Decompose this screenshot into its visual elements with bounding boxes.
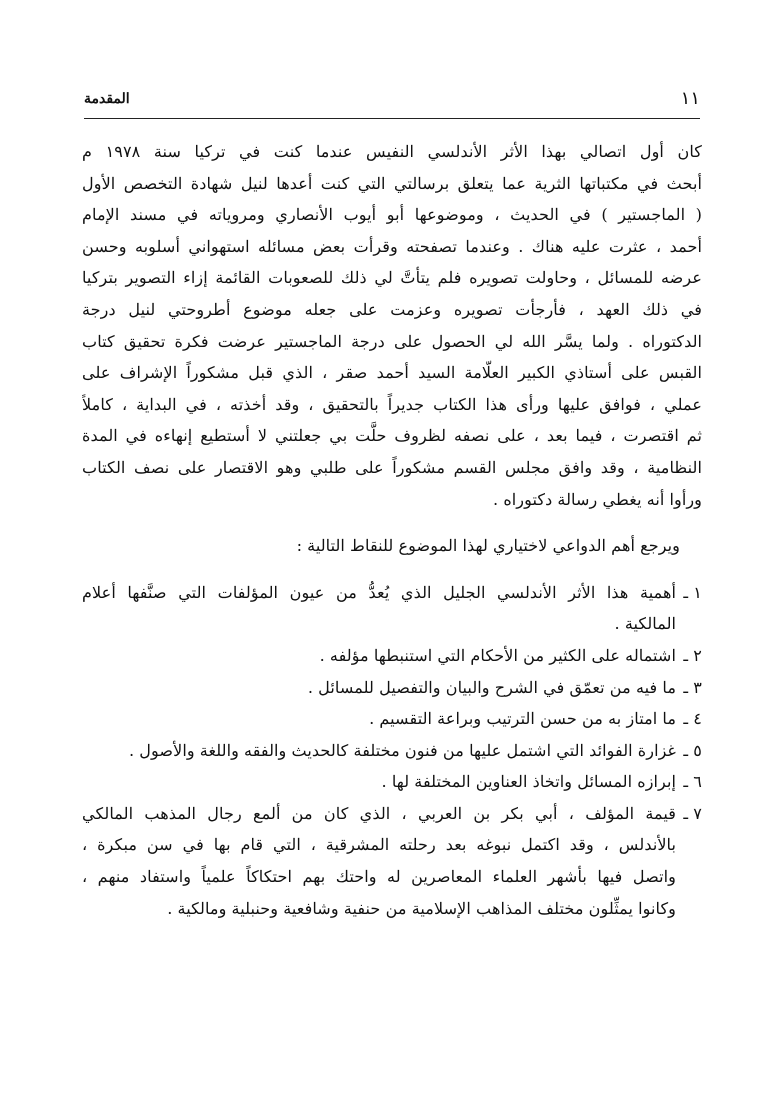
- list-item-line: أهمية هذا الأثر الأندلسي الجليل الذي يُعدُّ من عيون المؤلفات التي صنَّفها أعلام: [82, 582, 676, 602]
- list-item: [82, 766, 702, 798]
- list-item-number: ٣ ـ: [683, 677, 702, 697]
- list-item-text: [82, 640, 676, 672]
- reasons-list: [82, 577, 702, 925]
- paragraph-spacing: [82, 562, 702, 577]
- list-item-text: [82, 766, 676, 798]
- list-item-line: ما امتاز به من حسن الترتيب وبراعة التقسيم .: [369, 709, 676, 729]
- list-item: [82, 798, 702, 924]
- list-item-line: ما فيه من تعمّق في الشرح والبيان والتفصيل للمسائل .: [307, 677, 676, 697]
- list-item-text: [82, 735, 676, 767]
- reasons-intro: ويرجع أهم الدواعي لاختياري لهذا الموضوع للنقاط التالية :: [296, 536, 680, 556]
- list-item-number: ١ ـ: [683, 582, 702, 602]
- list-item-line: قيمة المؤلف ، أبي بكر بن العربي ، الذي كان من ألمع رجال المذهب المالكي: [82, 803, 676, 823]
- list-item: [82, 640, 702, 672]
- list-item-text: [82, 577, 676, 640]
- paragraph-line: ورأوا أنه يغطي رسالة دكتوراه .: [493, 489, 702, 509]
- list-item-line: واتصل فيها بأشهر العلماء المعاصرين له واحتك بهم احتكاكاً علمياً واستفاد منهم ،: [82, 867, 676, 887]
- list-item-text: [82, 672, 676, 704]
- list-item-line: غزارة الفوائد التي اشتمل عليها من فنون مختلفة كالحديث والفقه واللغة والأصول .: [128, 740, 676, 760]
- paragraph-line: النظامية ، وقد وافق مجلس القسم مشكوراً على طلبي وهو الاقتصار على نصف الكتاب: [82, 457, 702, 477]
- list-item-number: ٥ ـ: [683, 740, 702, 760]
- paragraph-line: أحمد ، عثرت عليه هناك . وعندما تصفحته وقرأت بعض مسائله استهواني أسلوبه وحسن: [82, 236, 702, 256]
- intro-paragraph: [82, 136, 702, 515]
- list-item-line: اشتماله على الكثير من الأحكام التي استنبطها مؤلفه .: [319, 645, 676, 665]
- page-number: ١١: [680, 88, 700, 109]
- paragraph-line: عملي ، فوافق عليها ورأى هذا الكتاب جديراً بالتحقيق ، وقد أخذته ، في البداية ، كاملاً: [82, 394, 702, 414]
- list-item: [82, 735, 702, 767]
- list-item-number: ٤ ـ: [683, 709, 702, 729]
- page-header: [84, 88, 700, 114]
- list-item: [82, 703, 702, 735]
- list-item-text: [82, 703, 676, 735]
- list-item-text: [82, 798, 676, 924]
- list-item-number: ٢ ـ: [683, 645, 702, 665]
- paragraph-line: الدكتوراه . ولما يسَّر الله لي الحصول على درجة الماجستير عرضت فكرة تحقيق كتاب: [82, 331, 702, 351]
- list-item-number: ٧ ـ: [683, 803, 702, 823]
- list-item-line: المالكية .: [614, 614, 676, 634]
- list-item-line: إبرازه المسائل واتخاذ العناوين المختلفة لها .: [381, 772, 676, 792]
- list-item: [82, 672, 702, 704]
- list-item-line: وكانوا يمثِّلون مختلف المذاهب الإسلامية من حنفية وشافعية وحنبلية ومالكية .: [167, 898, 676, 918]
- list-item: [82, 577, 702, 640]
- paragraph-line: ( الماجستير ) في الحديث ، وموضوعها أبو أيوب الأنصاري ومروياته في مسند الإمام: [82, 205, 702, 225]
- paragraph-line: عرضه للمسائل ، وحاولت تصويره فلم يتأتَّ لي ذلك للصعوبات القائمة إزاء التصوير بتركيا: [82, 268, 702, 288]
- paragraph-line: ثم اقتصرت ، فيما بعد ، على نصفه لظروف حلَّت بي جعلتني لا أستطيع إنهاءه في المدة: [82, 426, 702, 446]
- paragraph-line: أبحث في مكتباتها الثرية عما يتعلق برسالتي التي كنت أعدها لنيل شهادة التخصص الأول: [82, 173, 702, 193]
- paragraph-line: كان أول اتصالي بهذا الأثر الأندلسي النفيس عندما كنت في تركيا سنة ١٩٧٨ م: [82, 142, 702, 161]
- paragraph-line: القبس على أستاذي الكبير العلّامة السيد أحمد صقر ، الذي قبل مشكوراً الإشراف على: [82, 363, 702, 383]
- body-text: [82, 136, 702, 924]
- paragraph-line: في ذلك العهد ، فأرجأت تصويره وعزمت على جعله موضوع أطروحتي لنيل درجة: [82, 299, 702, 319]
- header-rule: [84, 118, 700, 119]
- chapter-title: المقدمة: [84, 91, 130, 107]
- list-item-number: ٦ ـ: [683, 772, 702, 792]
- list-item-line: بالأندلس ، وقد اكتمل نبوغه بعد رحلته المشرقية ، التي قام بها في سن مبكرة ،: [82, 835, 676, 855]
- paragraph-spacing: [82, 515, 702, 530]
